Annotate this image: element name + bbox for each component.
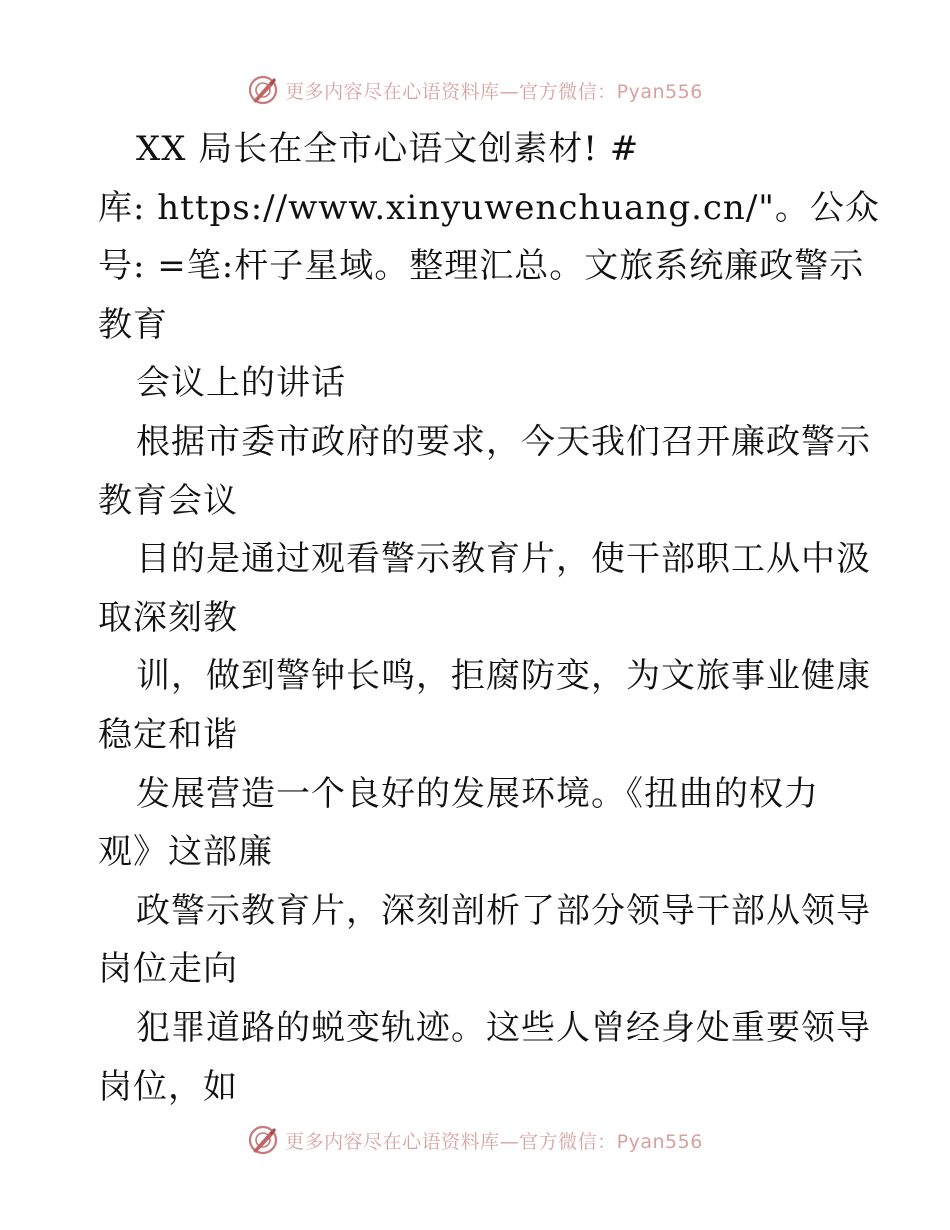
paragraph-line: 稳定和谐 bbox=[98, 714, 238, 755]
paragraph-line: 发展营造一个良好的发展环境。《扭曲的权力 bbox=[136, 773, 819, 814]
pen-logo-icon bbox=[247, 74, 279, 106]
paragraph-line: 岗位，如 bbox=[98, 1066, 238, 1107]
document-body bbox=[98, 120, 880, 1116]
paragraph-line: 犯罪道路的蜕变轨迹。这些人曾经身处重要领导 bbox=[136, 1007, 871, 1048]
watermark-text: 更多内容尽在心语资料库—官方微信：Pyan556 bbox=[285, 80, 703, 103]
paragraph-line: 教育 bbox=[98, 304, 168, 345]
paragraph-line: 训，做到警钟长鸣，拒腐防变，为文旅事业健康 bbox=[136, 656, 871, 697]
paragraph-line: 岗位走向 bbox=[98, 949, 238, 990]
watermark-text: 更多内容尽在心语资料库—官方微信：Pyan556 bbox=[285, 1130, 703, 1153]
paragraph-line: 教育会议 bbox=[98, 480, 238, 521]
paragraph-line: XX 局长在全市心语文创素材! # bbox=[136, 129, 640, 169]
paragraph-line: 取深刻教 bbox=[98, 597, 238, 638]
paragraph-line: 观》这部廉 bbox=[98, 832, 273, 873]
paragraph-line: 会议上的讲话 bbox=[136, 363, 346, 404]
footer-watermark bbox=[0, 1120, 950, 1160]
paragraph-line: 政警示教育片，深刻剖析了部分领导干部从领导 bbox=[136, 890, 871, 931]
paragraph-line: 目的是通过观看警示教育片，使干部职工从中汲 bbox=[136, 539, 871, 580]
paragraph-line: 号: =笔:杆子星域。整理汇总。文旅系统廉政警示 bbox=[98, 246, 865, 287]
pen-logo-icon bbox=[247, 1124, 279, 1156]
header-watermark bbox=[0, 70, 950, 110]
paragraph-line: 根据市委市政府的要求，今天我们召开廉政警示 bbox=[136, 421, 871, 462]
paragraph-line: 库: https://www.xinyuwenchuang.cn/"。公众 bbox=[98, 187, 880, 228]
